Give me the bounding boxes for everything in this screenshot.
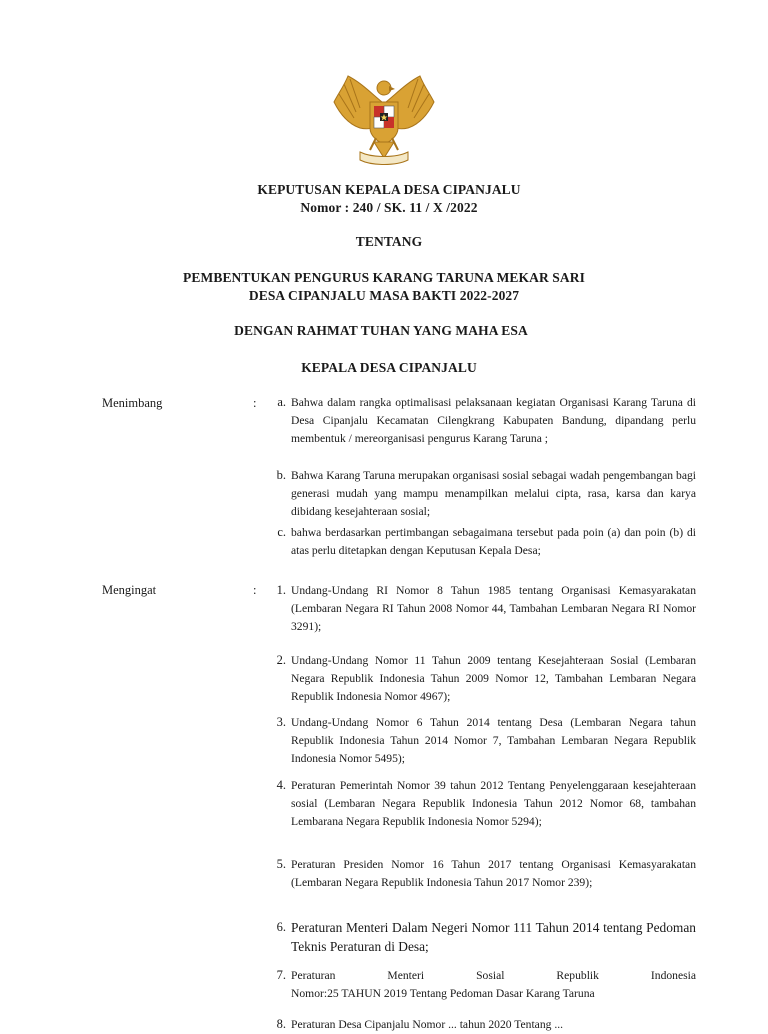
menimbang-item — [264, 524, 696, 560]
item-marker: 5. — [276, 857, 286, 871]
mengingat-label: Mengingat — [102, 583, 157, 597]
mengingat-item — [264, 1016, 696, 1034]
item-marker: c. — [277, 525, 286, 539]
mengingat-item — [264, 777, 696, 830]
menimbang-colon: : — [253, 396, 257, 410]
item-marker: 8. — [276, 1017, 286, 1031]
item-text: Undang-Undang RI Nomor 8 Tahun 1985 tentang Organisasi Kemasyarakatan (Lembaran Negara RI Tahun 2008 Nomor 44, Tambahan Lembaran Negara RI Nomor 3291); — [291, 584, 696, 633]
menimbang-item — [264, 394, 696, 447]
item-marker: 1. — [276, 583, 286, 597]
item-text: Bahwa dalam rangka optimalisasi pelaksanaan kegiatan Organisasi Karang Taruna di Desa Cipanjalu Kecamatan Cilengkrang Kabupaten Bandung, dipandang perlu membentuk / mereorganisasi pengurus Karang Taruna ; — [291, 396, 696, 445]
tentang-heading: TENTANG — [355, 234, 423, 249]
rahmat-heading: DENGAN RAHMAT TUHAN YANG MAHA ESA — [234, 323, 528, 338]
mengingat-item — [264, 582, 696, 635]
menimbang-label: Menimbang — [102, 396, 163, 410]
kepala-desa-heading: KEPALA DESA CIPANJALU — [301, 360, 477, 375]
mengingat-item — [264, 967, 696, 1003]
item-text — [291, 967, 696, 1003]
garuda-emblem-icon — [330, 72, 438, 168]
decree-number: Nomor : 240 / SK. 11 / X /2022 — [300, 200, 478, 215]
item-text: Peraturan Pemerintah Nomor 39 tahun 2012 Tentang Penyelenggaraan kesejahteraan sosial (Lembaran Negara Republik Indonesia Tahun 2012 Nomor 68, tambahan Lembarana Negara Republik Indonesia Nomor 5294); — [291, 779, 696, 828]
item-text: Peraturan Desa Cipanjalu Nomor ... tahun 2020 Tentang ... — [291, 1018, 564, 1031]
item-marker: 3. — [276, 715, 286, 729]
mengingat-item — [264, 918, 696, 956]
item-marker: 6. — [276, 920, 286, 934]
decree-title: KEPUTUSAN KEPALA DESA CIPANJALU — [257, 182, 521, 197]
subject-line-2: DESA CIPANJALU MASA BAKTI 2022-2027 — [248, 288, 520, 303]
item-text: bahwa berdasarkan pertimbangan sebagaimana tersebut pada poin (a) dan poin (b) di atas perlu ditetapkan dengan Keputusan Kepala Desa; — [291, 526, 696, 557]
item-text-line-2: Nomor:25 TAHUN 2019 Tentang Pedoman Dasar Karang Taruna — [291, 986, 595, 1000]
mengingat-item — [264, 856, 696, 892]
menimbang-item — [264, 467, 696, 520]
item-text: Peraturan Presiden Nomor 16 Tahun 2017 tentang Organisasi Kemasyarakatan (Lembaran Negara Republik Indonesia Tahun 2017 Nomor 239); — [291, 858, 696, 889]
mengingat-colon: : — [253, 583, 257, 597]
item-text: Bahwa Karang Taruna merupakan organisasi sosial sebagai wadah pengembangan bagi generasi mudah yang mampu menampilkan melalui cipta, rasa, karsa dan karya dibidang kesejahteraan sosial; — [291, 469, 696, 518]
item-text: Undang-Undang Nomor 11 Tahun 2009 tentang Kesejahteraan Sosial (Lembaran Negara Republik Indonesia Tahun 2009 Nomor 12, Tambahan Lembaran Negara Republik Indonesia Nomor 4967); — [291, 654, 696, 703]
item-marker: 2. — [276, 653, 286, 667]
item-marker: a. — [277, 395, 286, 409]
mengingat-item — [264, 652, 696, 705]
mengingat-item — [264, 714, 696, 767]
item-text-line-1: Peraturan Menteri Sosial Republik Indonesia — [291, 969, 696, 982]
item-text: Undang-Undang Nomor 6 Tahun 2014 tentang Desa (Lembaran Negara tahun Republik Indonesia Tahun 2014 Nomor 7, Tambahan Lembaran Negara Republik Indonesia Nomor 5495); — [291, 716, 696, 765]
item-marker: 7. — [276, 968, 286, 982]
subject-line-1: PEMBENTUKAN PENGURUS KARANG TARUNA MEKAR SARI — [183, 270, 585, 285]
item-marker: b. — [276, 468, 286, 482]
item-marker: 4. — [276, 778, 286, 792]
item-text: Peraturan Menteri Dalam Negeri Nomor 111 Tahun 2014 tentang Pedoman Teknis Peraturan di Desa; — [291, 920, 696, 954]
